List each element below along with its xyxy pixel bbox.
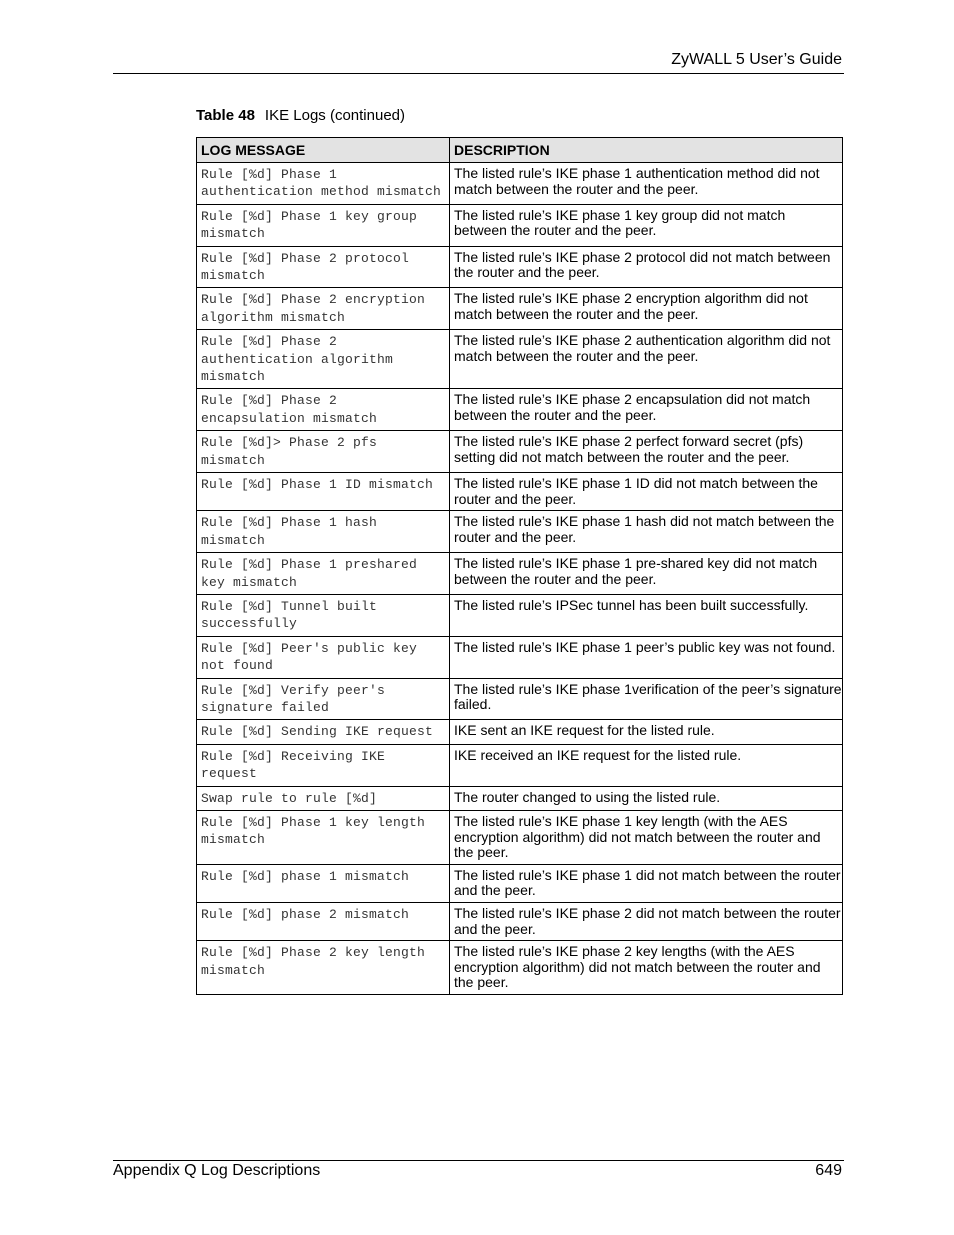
description-cell: The listed rule’s IKE phase 1 did not match between the router and the peer.	[450, 864, 843, 902]
description-cell: The listed rule’s IKE phase 1 hash did not match between the router and the peer.	[450, 511, 843, 553]
description-cell: The listed rule’s IKE phase 2 authentication algorithm did not match between the router and the peer.	[450, 330, 843, 389]
description-cell: The listed rule’s IKE phase 1 ID did not match between the router and the peer.	[450, 473, 843, 511]
description-cell: IKE received an IKE request for the listed rule.	[450, 744, 843, 786]
table-row	[197, 810, 843, 864]
log-message-cell: Rule [%d] Phase 2 encryption algorithm mismatch	[197, 288, 450, 330]
table-row	[197, 431, 843, 473]
table-row	[197, 744, 843, 786]
log-message-cell: Rule [%d] Receiving IKE request	[197, 744, 450, 786]
log-message-cell: Rule [%d] Phase 1 key length mismatch	[197, 810, 450, 864]
description-cell: The listed rule’s IKE phase 1 peer’s public key was not found.	[450, 636, 843, 678]
table-row	[197, 163, 843, 205]
table-title: IKE Logs (continued)	[264, 107, 406, 124]
table-row	[197, 246, 843, 288]
log-message-cell: Rule [%d] Phase 2 authentication algorithm mismatch	[197, 330, 450, 389]
description-cell: The listed rule’s IKE phase 1 pre-shared key did not match between the router and the peer.	[450, 553, 843, 595]
table-row	[197, 473, 843, 511]
log-message-cell: Rule [%d] Phase 2 protocol mismatch	[197, 246, 450, 288]
table-row	[197, 553, 843, 595]
log-message-cell: Rule [%d] Phase 1 preshared key mismatch	[197, 553, 450, 595]
running-header-title: ZyWALL 5 User’s Guide	[671, 51, 842, 68]
log-message-cell: Rule [%d] Sending IKE request	[197, 720, 450, 744]
ike-logs-table	[196, 137, 843, 995]
footer-section-title: Appendix Q Log Descriptions	[113, 1162, 321, 1179]
table-row	[197, 902, 843, 940]
description-cell: The listed rule’s IKE phase 2 encapsulation did not match between the router and the peer.	[450, 389, 843, 431]
log-message-cell: Swap rule to rule [%d]	[197, 786, 450, 810]
table-caption	[196, 107, 405, 124]
description-cell: The listed rule’s IKE phase 1 authentication method did not match between the router and the peer.	[450, 163, 843, 205]
description-cell: The listed rule’s IKE phase 1 key group did not match between the router and the peer.	[450, 204, 843, 246]
log-message-cell: Rule [%d] Phase 1 hash mismatch	[197, 511, 450, 553]
description-cell: The listed rule’s IKE phase 1verification of the peer’s signature failed.	[450, 678, 843, 720]
table-row	[197, 511, 843, 553]
table-row	[197, 330, 843, 389]
table-row	[197, 941, 843, 995]
table-row	[197, 636, 843, 678]
log-message-cell: Rule [%d] Phase 2 encapsulation mismatch	[197, 389, 450, 431]
description-cell: The router changed to using the listed rule.	[450, 786, 843, 810]
table-row	[197, 204, 843, 246]
footer-page-number: 649	[815, 1162, 842, 1179]
table-row	[197, 594, 843, 636]
log-message-cell: Rule [%d] Phase 1 authentication method mismatch	[197, 163, 450, 205]
log-message-cell: Rule [%d] phase 1 mismatch	[197, 864, 450, 902]
log-message-cell: Rule [%d] phase 2 mismatch	[197, 902, 450, 940]
log-message-cell: Rule [%d] Phase 1 ID mismatch	[197, 473, 450, 511]
description-cell: IKE sent an IKE request for the listed rule.	[450, 720, 843, 744]
table-row	[197, 786, 843, 810]
header-divider	[113, 73, 844, 74]
description-cell: The listed rule’s IKE phase 2 perfect forward secret (pfs) setting did not match between the router and the peer.	[450, 431, 843, 473]
table-header-row	[197, 138, 843, 163]
table-row	[197, 288, 843, 330]
description-cell: The listed rule’s IKE phase 2 did not match between the router and the peer.	[450, 902, 843, 940]
column-header-description: DESCRIPTION	[450, 138, 843, 163]
table-row	[197, 678, 843, 720]
log-message-cell: Rule [%d]> Phase 2 pfs mismatch	[197, 431, 450, 473]
description-cell: The listed rule’s IKE phase 1 key length (with the AES encryption algorithm) did not match between the router and the peer.	[450, 810, 843, 864]
table-row	[197, 864, 843, 902]
description-cell: The listed rule’s IKE phase 2 key lengths (with the AES encryption algorithm) did not match between the router and the peer.	[450, 941, 843, 995]
log-message-cell: Rule [%d] Phase 2 key length mismatch	[197, 941, 450, 995]
description-cell: The listed rule’s IKE phase 2 protocol did not match between the router and the peer.	[450, 246, 843, 288]
column-header-log-message: LOG MESSAGE	[197, 138, 450, 163]
log-message-cell: Rule [%d] Peer's public key not found	[197, 636, 450, 678]
description-cell: The listed rule’s IPSec tunnel has been built successfully.	[450, 594, 843, 636]
table-row	[197, 389, 843, 431]
table-number: Table 48	[196, 107, 255, 124]
footer-divider	[113, 1160, 844, 1161]
table-row	[197, 720, 843, 744]
log-message-cell: Rule [%d] Verify peer's signature failed	[197, 678, 450, 720]
log-message-cell: Rule [%d] Tunnel built successfully	[197, 594, 450, 636]
log-message-cell: Rule [%d] Phase 1 key group mismatch	[197, 204, 450, 246]
description-cell: The listed rule’s IKE phase 2 encryption algorithm did not match between the router and the peer.	[450, 288, 843, 330]
